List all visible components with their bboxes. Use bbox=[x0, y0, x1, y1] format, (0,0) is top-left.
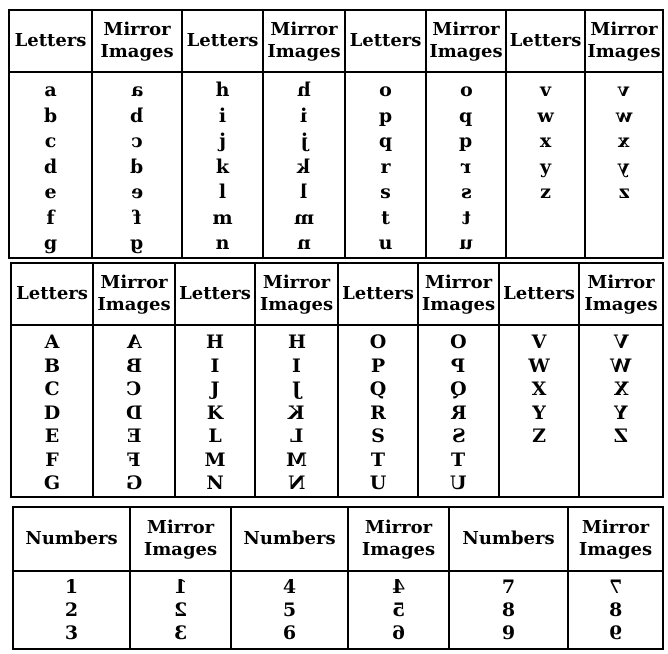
mirror-column bbox=[263, 72, 345, 258]
glyph: d bbox=[43, 155, 58, 178]
mirror-glyph: j bbox=[300, 130, 308, 152]
glyph: h bbox=[215, 79, 230, 101]
mirror-glyph: 4 bbox=[391, 576, 406, 598]
mirror-glyph: 6 bbox=[391, 622, 406, 644]
glyph: k bbox=[215, 155, 230, 178]
mirror-glyph: W bbox=[610, 354, 632, 377]
mirror-glyph: t bbox=[461, 206, 471, 229]
mirror-glyph: M bbox=[285, 448, 308, 471]
glyph: b bbox=[43, 104, 58, 127]
glyph: t bbox=[381, 206, 390, 229]
mirror-glyph: w bbox=[615, 104, 633, 127]
mirror-glyph: N bbox=[287, 472, 306, 494]
glyph: C bbox=[44, 378, 60, 400]
glyph: R bbox=[370, 401, 386, 424]
letters-column bbox=[499, 325, 579, 497]
glyph: 4 bbox=[282, 576, 297, 598]
mirror-glyph: 9 bbox=[608, 622, 623, 644]
letters-header: Letters bbox=[338, 263, 418, 325]
glyph: w bbox=[537, 104, 554, 127]
mirror-column bbox=[585, 72, 663, 258]
glyph: 3 bbox=[64, 622, 79, 644]
glyph: A bbox=[44, 331, 60, 353]
glyph: M bbox=[204, 448, 226, 471]
body-row bbox=[9, 72, 663, 258]
glyph: z bbox=[540, 181, 551, 203]
glyph: F bbox=[45, 448, 59, 471]
mirror-column bbox=[255, 325, 338, 497]
numbers-header: Numbers bbox=[13, 507, 130, 571]
mirror-glyph: F bbox=[127, 448, 141, 471]
numbers-column bbox=[449, 571, 568, 649]
numbers-column bbox=[231, 571, 348, 649]
glyph: a bbox=[44, 79, 57, 101]
mirror-glyph: V bbox=[613, 331, 629, 353]
mirror-glyph: y bbox=[618, 155, 630, 178]
mirror-glyph: b bbox=[130, 104, 144, 127]
mirror-glyph: s bbox=[460, 181, 472, 203]
glyph: I bbox=[210, 354, 220, 377]
glyph: U bbox=[369, 472, 387, 494]
glyph: X bbox=[531, 378, 547, 400]
glyph: K bbox=[206, 401, 224, 424]
mirror-glyph: K bbox=[288, 401, 305, 424]
glyph: f bbox=[46, 206, 55, 229]
glyph: x bbox=[539, 130, 552, 152]
mirror-glyph: Q bbox=[450, 378, 467, 400]
mirror-column bbox=[130, 571, 231, 649]
glyph: l bbox=[218, 181, 227, 203]
mirror-glyph: S bbox=[451, 425, 466, 447]
mirror-glyph: O bbox=[450, 331, 467, 353]
mirror-glyph: 2 bbox=[173, 599, 188, 621]
body-row bbox=[13, 571, 663, 649]
mirror-glyph: P bbox=[451, 354, 466, 377]
mirror-glyph: R bbox=[450, 401, 467, 424]
mirror-glyph: Z bbox=[614, 425, 628, 447]
glyph: i bbox=[218, 104, 227, 127]
letters-column bbox=[506, 72, 585, 258]
mirror-glyph: z bbox=[618, 181, 630, 203]
mirror-glyph: A bbox=[126, 331, 142, 353]
glyph: O bbox=[369, 331, 387, 353]
mirror-column bbox=[426, 72, 506, 258]
letters-header: Letters bbox=[506, 10, 585, 72]
glyph: g bbox=[43, 232, 58, 254]
glyph: 6 bbox=[282, 622, 297, 644]
mirror-glyph: E bbox=[126, 425, 142, 447]
mirror-glyph: h bbox=[297, 79, 311, 101]
glyph: V bbox=[531, 331, 547, 353]
glyph: J bbox=[210, 378, 220, 400]
mirror-images-header: Mirror Images bbox=[568, 507, 663, 571]
mirror-column bbox=[568, 571, 663, 649]
mirror-images-header: Mirror Images bbox=[426, 10, 506, 72]
mirror-glyph: a bbox=[130, 79, 144, 101]
mirror-glyph: g bbox=[130, 232, 144, 254]
glyph: H bbox=[206, 331, 224, 353]
mirror-glyph: G bbox=[125, 472, 143, 494]
mirror-column bbox=[348, 571, 449, 649]
mirror-glyph: 3 bbox=[173, 622, 188, 644]
mirror-glyph: L bbox=[289, 425, 304, 447]
glyph: 1 bbox=[64, 576, 79, 598]
mirror-images-header: Mirror Images bbox=[255, 263, 338, 325]
mirror-glyph: 1 bbox=[173, 576, 188, 598]
mirror-glyph: C bbox=[126, 378, 142, 400]
mirror-glyph: q bbox=[459, 130, 473, 152]
mirror-glyph: 8 bbox=[608, 599, 623, 621]
mirror-column bbox=[92, 72, 182, 258]
mirror-glyph: T bbox=[451, 448, 466, 471]
numbers-header: Numbers bbox=[231, 507, 348, 571]
mirror-images-header: Mirror Images bbox=[418, 263, 499, 325]
glyph: 9 bbox=[501, 622, 516, 644]
mirror-images-header: Mirror Images bbox=[263, 10, 345, 72]
glyph: L bbox=[208, 425, 222, 447]
mirror-images-header: Mirror Images bbox=[585, 10, 663, 72]
mirror-glyph: k bbox=[297, 155, 311, 178]
mirror-glyph: 5 bbox=[391, 599, 406, 621]
mirror-glyph: U bbox=[450, 472, 467, 494]
mirror-glyph: B bbox=[125, 354, 143, 377]
mirror-glyph: r bbox=[460, 155, 471, 178]
glyph: p bbox=[378, 104, 393, 127]
glyph: y bbox=[539, 155, 552, 178]
mirror-images-header: Mirror Images bbox=[579, 263, 663, 325]
glyph: 7 bbox=[501, 576, 516, 598]
glyph: Q bbox=[369, 378, 387, 400]
mirror-glyph: m bbox=[293, 206, 315, 229]
glyph: n bbox=[215, 232, 230, 254]
letters-header: Letters bbox=[345, 10, 426, 72]
mirror-glyph: H bbox=[287, 331, 306, 353]
mirror-glyph: I bbox=[292, 354, 301, 377]
glyph: N bbox=[206, 472, 224, 494]
mirror-images-header: Mirror Images bbox=[130, 507, 231, 571]
mirror-column bbox=[93, 325, 175, 497]
glyph: j bbox=[219, 130, 226, 152]
mirror-glyph: Y bbox=[614, 401, 628, 424]
glyph: o bbox=[379, 79, 392, 101]
glyph: r bbox=[380, 155, 391, 178]
letters-column bbox=[175, 325, 255, 497]
glyph: E bbox=[44, 425, 60, 447]
glyph: 5 bbox=[282, 599, 297, 621]
mirror-glyph: X bbox=[613, 378, 629, 400]
mirror-glyph: o bbox=[459, 79, 473, 101]
letters-header: Letters bbox=[182, 10, 263, 72]
mirror-glyph: D bbox=[125, 401, 143, 424]
mirror-glyph: f bbox=[132, 206, 142, 229]
glyph: W bbox=[528, 354, 550, 377]
letters-header: Letters bbox=[175, 263, 255, 325]
glyph: q bbox=[378, 130, 393, 152]
lowercase-mirror-table bbox=[8, 9, 664, 259]
letters-column bbox=[182, 72, 263, 258]
numbers-header: Numbers bbox=[449, 507, 568, 571]
mirror-glyph: u bbox=[459, 232, 473, 254]
mirror-glyph: J bbox=[292, 378, 301, 400]
glyph: v bbox=[539, 79, 552, 101]
letters-header: Letters bbox=[9, 10, 92, 72]
glyph: u bbox=[378, 232, 393, 254]
header-row bbox=[11, 263, 663, 325]
letters-header: Letters bbox=[11, 263, 93, 325]
glyph: 8 bbox=[501, 599, 516, 621]
glyph: T bbox=[370, 448, 386, 471]
mirror-glyph: x bbox=[618, 130, 630, 152]
header-row bbox=[13, 507, 663, 571]
glyph: P bbox=[370, 354, 386, 377]
mirror-glyph: c bbox=[131, 130, 143, 152]
mirror-column bbox=[418, 325, 499, 497]
mirror-glyph: e bbox=[130, 181, 144, 203]
mirror-glyph: v bbox=[618, 79, 630, 101]
mirror-glyph: d bbox=[130, 155, 144, 178]
glyph: e bbox=[44, 181, 57, 203]
uppercase-mirror-table bbox=[10, 262, 664, 498]
glyph: m bbox=[212, 206, 233, 229]
letters-header: Letters bbox=[499, 263, 579, 325]
glyph: s bbox=[380, 181, 391, 203]
body-row bbox=[11, 325, 663, 497]
mirror-glyph: n bbox=[297, 232, 311, 254]
glyph: 2 bbox=[64, 599, 79, 621]
glyph: S bbox=[371, 425, 385, 447]
numbers-column bbox=[13, 571, 130, 649]
mirror-glyph: 7 bbox=[608, 576, 623, 598]
mirror-images-header: Mirror Images bbox=[348, 507, 449, 571]
mirror-glyph: p bbox=[459, 104, 473, 127]
mirror-glyph: i bbox=[300, 104, 308, 127]
mirror-images-header: Mirror Images bbox=[93, 263, 175, 325]
glyph: Z bbox=[532, 425, 546, 447]
header-row bbox=[9, 10, 663, 72]
letters-column bbox=[9, 72, 92, 258]
mirror-column bbox=[579, 325, 663, 497]
glyph: D bbox=[43, 401, 61, 424]
glyph: G bbox=[43, 472, 61, 494]
glyph: c bbox=[44, 130, 57, 152]
letters-column bbox=[11, 325, 93, 497]
numbers-mirror-table bbox=[12, 506, 664, 650]
glyph: B bbox=[43, 354, 61, 377]
glyph: Y bbox=[532, 401, 546, 424]
letters-column bbox=[345, 72, 426, 258]
letters-column bbox=[338, 325, 418, 497]
mirror-glyph: l bbox=[300, 181, 308, 203]
mirror-images-header: Mirror Images bbox=[92, 10, 182, 72]
